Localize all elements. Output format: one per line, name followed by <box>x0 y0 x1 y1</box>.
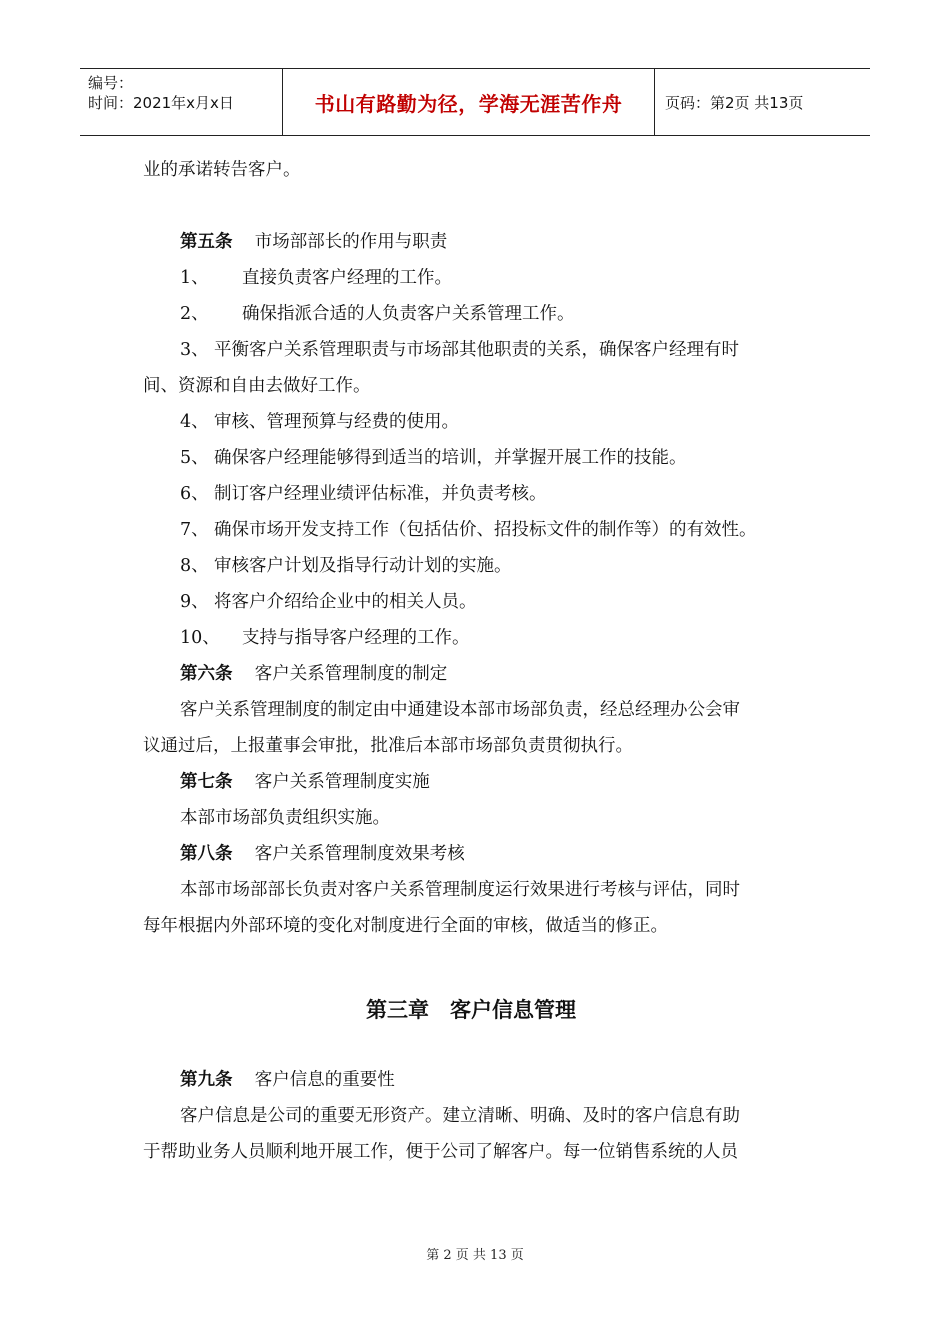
paragraph-line: 本部市场部负责组织实施。 <box>180 808 390 828</box>
paragraph-line: 议通过后，上报董事会审批，批准后本部市场部负责贯彻执行。 <box>143 736 633 756</box>
article-label: 第五条 <box>180 232 233 252</box>
list-item-continuation: 间、资源和自由去做好工作。 <box>143 376 371 396</box>
list-item <box>143 620 807 656</box>
header-number-label: 编号： <box>88 74 134 92</box>
article-title: 客户关系管理制度的制定 <box>254 664 448 684</box>
list-text: 审核客户计划及指导行动计划的实施。 <box>214 556 512 576</box>
list-item <box>143 296 807 332</box>
paragraph-line: 本部市场部部长负责对客户关系管理制度运行效果进行考核与评估，同时 <box>180 880 740 900</box>
document-body <box>143 152 807 1170</box>
list-text: 平衡客户关系管理职责与市场部其他职责的关系，确保客户经理有时 <box>214 340 739 360</box>
article-label: 第八条 <box>180 844 233 864</box>
header-meta <box>80 69 282 135</box>
spacer <box>143 1040 807 1062</box>
page-header <box>80 68 870 136</box>
list-text: 确保指派合适的人负责客户关系管理工作。 <box>242 304 575 324</box>
list-item <box>143 332 807 368</box>
list-item <box>143 512 807 548</box>
paragraph-line: 客户信息是公司的重要无形资产。建立清晰、明确、及时的客户信息有助 <box>180 1106 740 1126</box>
chapter-heading: 第三章 客户信息管理 <box>366 998 576 1022</box>
list-text: 确保市场开发支持工作（包括估价、招投标文件的制作等）的有效性。 <box>214 520 757 540</box>
list-number: 2、 <box>180 304 209 324</box>
spacer <box>143 944 807 980</box>
list-number: 1、 <box>180 268 209 288</box>
header-page-cell <box>655 69 870 135</box>
list-number: 6、 <box>180 484 209 504</box>
article-heading <box>143 836 807 872</box>
list-item <box>143 548 807 584</box>
article-label: 第六条 <box>180 664 233 684</box>
list-number: 8、 <box>180 556 209 576</box>
article-title: 客户信息的重要性 <box>254 1070 395 1090</box>
header-motto: 书山有路勤为径，学海无涯苦作舟 <box>314 91 623 116</box>
list-text: 将客户介绍给企业中的相关人员。 <box>214 592 477 612</box>
article-title: 客户关系管理制度效果考核 <box>254 844 465 864</box>
article-title: 市场部部长的作用与职责 <box>254 232 448 252</box>
page-footer: 第 2 页 共 13 页 <box>426 1248 524 1263</box>
article-title: 客户关系管理制度实施 <box>254 772 430 792</box>
list-text: 审核、管理预算与经费的使用。 <box>214 412 459 432</box>
paragraph-line: 于帮助业务人员顺利地开展工作，便于公司了解客户。每一位销售系统的人员 <box>143 1142 738 1162</box>
article-label: 第七条 <box>180 772 233 792</box>
list-item <box>143 404 807 440</box>
paragraph-line: 客户关系管理制度的制定由中通建设本部市场部负责，经总经理办公会审 <box>180 700 740 720</box>
article-heading <box>143 764 807 800</box>
paragraph-line: 每年根据内外部环境的变化对制度进行全面的审核，做适当的修正。 <box>143 916 668 936</box>
list-number: 10、 <box>180 628 220 648</box>
spacer <box>143 188 807 224</box>
list-number: 7、 <box>180 520 209 540</box>
article-heading <box>143 1062 807 1098</box>
paragraph-continuation: 业的承诺转告客户。 <box>143 160 301 180</box>
list-number: 3、 <box>180 340 209 360</box>
list-text: 制订客户经理业绩评估标准，并负责考核。 <box>214 484 547 504</box>
article-heading <box>143 656 807 692</box>
article-label: 第九条 <box>180 1070 233 1090</box>
list-text: 确保客户经理能够得到适当的培训，并掌握开展工作的技能。 <box>214 448 687 468</box>
header-page-label: 页码：第2页 共13页 <box>665 93 804 112</box>
list-item <box>143 584 807 620</box>
list-text: 支持与指导客户经理的工作。 <box>242 628 470 648</box>
list-text: 直接负责客户经理的工作。 <box>242 268 452 288</box>
list-number: 5、 <box>180 448 209 468</box>
list-item <box>143 260 807 296</box>
list-item <box>143 476 807 512</box>
list-number: 4、 <box>180 412 209 432</box>
list-item <box>143 440 807 476</box>
article-heading <box>143 224 807 260</box>
list-number: 9、 <box>180 592 209 612</box>
header-time-label: 时间：2021年x月x日 <box>88 94 234 112</box>
header-motto-cell <box>282 69 655 135</box>
